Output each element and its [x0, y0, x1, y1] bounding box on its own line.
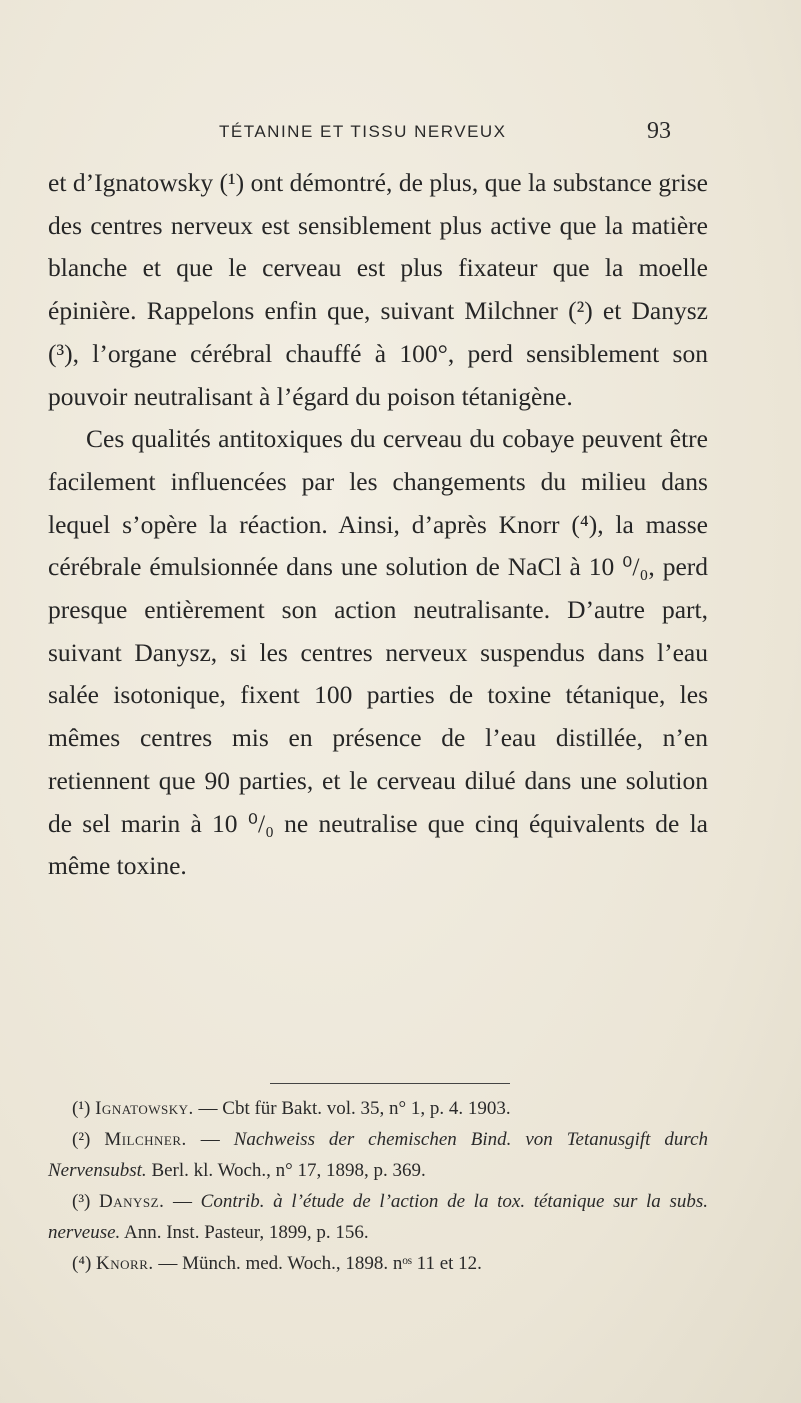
- footnote-title: Contrib. à l’étude de l’action de la tox. tétanique sur la subs. nerveuse.: [48, 1191, 708, 1243]
- footnote-3: [48, 1186, 708, 1248]
- footnote-author: Milchner.: [104, 1129, 187, 1150]
- footnote-title: Nachweiss der chemischen Bind. von Tetanusgift durch Nervensubst.: [48, 1129, 709, 1181]
- footnote-mark: (³): [72, 1191, 91, 1212]
- footnote-1: [48, 1093, 708, 1124]
- footnote-text: —: [186, 1129, 234, 1150]
- footnote-author: Ignatowsky.: [95, 1098, 194, 1119]
- body-text: [48, 162, 708, 888]
- footnote-separator: [270, 1083, 510, 1084]
- page-number: 93: [647, 118, 671, 144]
- footnote-mark: (²): [72, 1129, 91, 1150]
- paragraph-1: et d’Ignatowsky (¹) ont démontré, de plus, que la substance grise des centres nerveux est sensiblement plus active que la matière blanche et que le cerveau est plus fixateur que la moelle épinière. Rappelons enfin que, suivant Milchner (²) et Danysz (³), l’organe cérébral chauffé à 100°, perd sensiblement son pouvoir neutralisant à l’égard du poison tétanigène.: [48, 168, 708, 411]
- footnote-4: [48, 1248, 708, 1279]
- footnote-text: — Cbt für Bakt. vol. 35, n° 1, p. 4. 1903.: [193, 1098, 511, 1119]
- footnote-mark: (⁴): [72, 1253, 92, 1274]
- footnote-author: Danysz.: [99, 1191, 165, 1212]
- footnote-author: Knorr.: [96, 1253, 154, 1274]
- footnote-text: —: [164, 1191, 201, 1212]
- footnote-text: Berl. kl. Woch., n° 17, 1898, p. 369.: [146, 1160, 426, 1181]
- running-head: [0, 118, 801, 148]
- paragraph-2: Ces qualités antitoxiques du cerveau du cobaye peuvent être facilement influencées par les changements du milieu dans lequel s’opère la réaction. Ainsi, d’après Knorr (⁴), la masse cérébrale émulsionnée dans une solution de NaCl à 10 ⁰/₀, perd presque entièrement son action neutralisante. D’autre part, suivant Danysz, si les centres nerveux suspendus dans l’eau salée isotonique, fixent 100 parties de toxine tétanique, les mêmes centres mis en présence de l’eau distillée, n’en retiennent que 90 parties, et le cerveau dilué dans une solution de sel marin à 10 ⁰/₀ ne neutralise que cinq équivalents de la même toxine.: [48, 424, 708, 881]
- footnote-text: Ann. Inst. Pasteur, 1899, p. 156.: [120, 1222, 369, 1243]
- footnote-text: — Münch. med. Woch., 1898. nᵒˢ 11 et 12.: [153, 1253, 482, 1274]
- footnote-2: [48, 1124, 708, 1186]
- footnotes: [48, 1093, 708, 1279]
- running-title: TÉTANINE ET TISSU NERVEUX: [219, 122, 507, 141]
- footnote-mark: (¹): [72, 1098, 91, 1119]
